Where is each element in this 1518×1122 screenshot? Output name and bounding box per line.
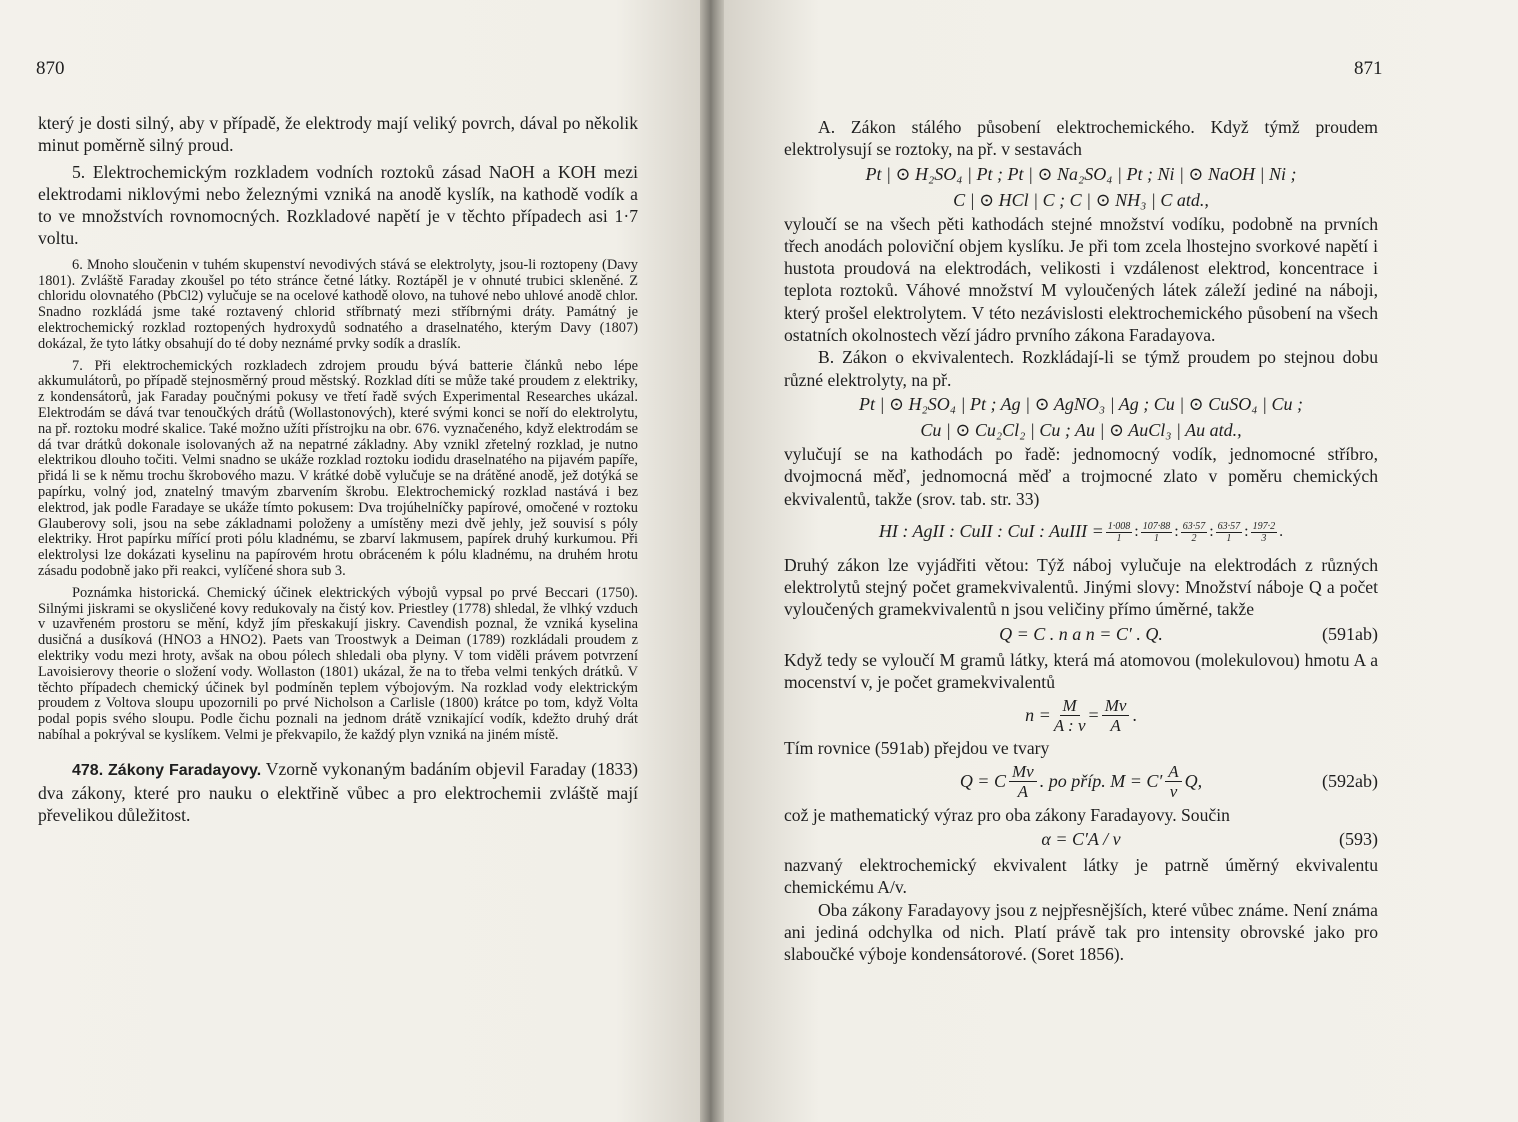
fraction-numerator: 107·88 xyxy=(1142,520,1171,532)
paragraph: Tím rovnice (591ab) přejdou ve tvary xyxy=(784,738,1050,759)
paragraph: vyloučí se na všech pěti kathodách stejné množství vodíku, podobně na prvních třech anodách poloviční objem kyslíku. Je při tom zcela lhostejno svorkové napětí i hustota proudová na elektrodách, velikosti i vzdálenost elektrod, koncentrace i teplota roztoků. Váhové množství M vyloučených látek záleží jediné na náboji, který prošel elektrolytem. V této nezávislosti elektrochemického působení na všech ostatních okolnostech vězí jádro prvního zákona Faradayova. xyxy=(784,213,1378,346)
fraction-denominator: 1 xyxy=(1154,532,1159,544)
paragraph: nazvaný elektrochemický ekvivalent látky je patrně úměrný ekvivalentu chemickému A/v. xyxy=(784,854,1378,898)
fraction: $\frac{Mv}{A}$ xyxy=(1102,696,1130,735)
historical-note: Poznámka historická. Chemický účinek elektrických výbojů vypsal po prvé Beccari (1750). Silnými jiskrami se okysličené kovy redukovaly na čistý kov. Priestley (1778) shledal, že vlhký vzduch v uzavřeném prostoru se mění, když jím přeskakují jiskry. Cavendish poznal, že vzniká kyselina dusičná a dusíková (HNO3 a HNO2). Paets van Troostwyk a Deiman (1789) rozkládali proudem z elektriky vodu mezi hroty, avšak na obou pólech shledali oba plyny. V tom viděli právem potvrzení Lavoisierovy theorie o složení vody. Wollaston (1801) ukázal, že na to třeba velmi tenkých drátků. V těchto případech chemický účinek byl podmíněn teplem výbojovým. Na rozklad vody elektrickým proudem z Voltova sloupu upozornili po prvé Nicholson a Carlisle (1800) krátce po tom, když Volta podal popis svého sloupu. Podle čichu poznali na jednom drátě vznikající vodík, kdežto druhý drát nabíhal a pokrýval se kyslíkem. Velmi je překvapilo, že každý plyn vzniká na jiném místě. xyxy=(38,584,638,743)
paragraph: Když tedy se vyloučí M gramů látky, která má atomovou (molekulovou) hmotu A a mocenství v, je počet gramekvivalentů xyxy=(784,649,1378,693)
book-gutter xyxy=(700,0,724,1122)
fraction-numerator: 63·57 xyxy=(1182,520,1206,532)
section-title: Zákony Faradayovy. xyxy=(108,761,262,779)
paragraph: Vzorně vykonaným badáním objevil Faraday (1833) dva zákony, které pro nauku o elektřině vůbec a pro elektrochemii zvláště mají převelikou důležitost. xyxy=(38,758,638,826)
equation-number: (592ab) xyxy=(1322,771,1378,792)
chemical-scheme: Pt | ⊙ H₂SO₄ | Pt ; Ag | ⊙ AgNO₃ | Ag ; Cu | ⊙ CuSO₄ | Cu ; xyxy=(859,393,1303,414)
paragraph: což je mathematický výraz pro oba zákony Faradayovy. Součin xyxy=(784,804,1230,825)
ratio-fraction xyxy=(1106,521,1133,544)
fraction: $\frac{Mv}{A}$ xyxy=(1009,762,1037,801)
left-page-text xyxy=(38,112,638,827)
fraction: $\frac{M}{A : v}$ xyxy=(1053,695,1086,735)
equation-592: Q = C $\frac{Mv}{A}$ . po příp. M = C′ $\frac{A}{v}$ Q, (592ab) xyxy=(959,762,1378,802)
equation: Q = C . n a n = C′ . Q. xyxy=(999,624,1163,645)
paragraph: 7. Při elektrochemických rozkladech zdrojem proudu bývá batterie článků nebo lépe akkumulátorů, po případě stejnosměrný proud městský. Rozklad díti se může také proudem z elektriky, z kondensátorů, jak Faraday poučnými pokusy ve třetí řadě svých Experimental Researches ukázal. Elektrodám se dává tvar tenoučkých drátů (Wollastonových), které svými konci se noří do elektrolytu, na př. roztoku modré skalice. Také možno užíti přístrojku na obr. 676. vyznačeného, když elektrodám se dá tvar drátků dokonale isolovaných až na nepatrné základny. Aby vznikl zřetelný rozklad, je nutno elektrikou dlouho točiti. Velmi snadno se ukáže rozklad roztoku iodidu draselnatého na pijavém papíře, přidá li se k němu trochu škrobového mazu. V krátké době vylučuje se na drátěné anodě, jež dotýká se papírku, volný jod, znatelný tmavým zbarvením škrobu. Elektrochemický rozklad nastává i bez elektrod, jak podle Faradaye se ukáže tímto pokusem: Dva trojúhelníčky papírové, omočené v roztoku Glauberovy soli, jsou na sebe základnami položeny a umístěny mezi dvě jehly, jež souvisí s póly elektriky. Hrot papírku mířící proti pólu kladnému, se zbarví lakmusem, papírek druhý kurkumou. Při elektrolysi lze dokázati kyselinu na papírovém hrotu obráceném k pólu kladnému, na druhém hrotu zásadu podobně jako při reakci, vylíčené shora sub 3. xyxy=(38,357,638,579)
right-page-text xyxy=(784,116,1378,965)
fraction: $\frac{A}{v}$ xyxy=(1165,762,1181,801)
equation: α = C′A / v xyxy=(1041,829,1121,850)
paragraph: 5. Elektrochemickým rozkladem vodních roztoků zásad NaOH a KOH mezi elektrodami niklovými nebo železnými vzniká na anodě kyslík, na kathodě vodík a to ve množstvích rovnomocných. Rozkladové napětí je v těchto případech asi 1·7 voltu. xyxy=(38,161,638,249)
paragraph: Druhý zákon lze vyjádřiti větou: Týž náboj vylučuje na elektrodách z různých elektrolytů stejný počet gramekvivalentů. Jinými slovy: Množství náboje Q a počet vyloučených gramekvivalentů n jsou veličiny přímo úměrné, takže xyxy=(784,554,1378,620)
fraction-numerator: 1·008 xyxy=(1107,520,1131,532)
paragraph: 6. Mnoho sloučenin v tuhém skupenství nevodivých stává se elektrolyty, jsou-li roztopeny (Davy 1801). Zvláště Faraday zkoušel po této stránce četné látky. Roztápěl je v ohnuté trubici skleněné. Z chloridu olovnatého (PbCl2) vylučuje se na ocelové kathodě olovo, na tuhové nebo uhlové anodě chlor. Snadno rozkládá jsme také roztavený chlorid stříbrnatý mezi stříbrnými dráty. Památný je elektrochemický rozklad roztopených hydroxydů sodnatého a draselnatého, kterým Davy (1807) dokázal, že tyto látky obsahují do té doby neznámé prvky sodík a draslík. xyxy=(38,256,638,352)
equation-593 xyxy=(784,826,1378,854)
paragraph: vylučují se na kathodách po řadě: jednomocný vodík, jednomocné stříbro, dvojmocná měď, jednomocná měď a trojmocné zlato v poměru chemických ekvivalentů, takže (srov. tab. str. 33) xyxy=(784,443,1378,509)
fraction-denominator: 1 xyxy=(1226,532,1232,544)
section-478 xyxy=(38,758,638,827)
paragraph: Oba zákony Faradayovy jsou z nejpřesnějších, které vůbec známe. Není známa ani jediná odchylka od nich. Platí právě tak pro intensity obrovské jako pro slaboučké výboje kondensátorové. (Soret 1856). xyxy=(784,899,1378,965)
chemical-scheme: C | ⊙ HCl | C ; C | ⊙ NH₃ | C atd., xyxy=(953,189,1209,210)
section-number: 478. xyxy=(72,761,104,779)
page-number: 870 xyxy=(36,58,65,79)
equation-number: (593) xyxy=(1339,829,1378,850)
ratio-fraction xyxy=(1141,521,1173,544)
equation-n: n = $\frac{M}{A : v}$ = $\frac{Mv}{A}$ . xyxy=(1025,695,1137,735)
ratio-fraction xyxy=(1181,521,1208,544)
fraction-denominator: 2 xyxy=(1191,532,1197,544)
ratio-fractions: $\frac{1\cdot 008}{1}$ : $\frac{107\cdot 88}{1}$ : $\frac{63\cdot 57}{2}$ : $\frac{63\cdot 57}{1}$ : $\frac{197\cdot 2}{3}$ . xyxy=(1107,520,1284,544)
fraction-denominator: 1 xyxy=(1116,532,1122,544)
fraction-numerator: 197·2 xyxy=(1252,520,1276,532)
paragraph: A. Zákon stálého působení elektrochemického. Když týmž proudem elektrolysují se roztoky, na př. v sestavách xyxy=(784,117,1378,160)
right-page xyxy=(724,0,1518,1122)
fraction-numerator: 63·57 xyxy=(1217,520,1241,532)
equivalent-ratio-equation xyxy=(784,510,1378,554)
ratio-fraction xyxy=(1216,521,1243,544)
equation-lhs: HI : AgII : CuII : CuI : AuIII = xyxy=(878,521,1104,542)
chemical-scheme: Cu | ⊙ Cu₂Cl₂ | Cu ; Au | ⊙ AuCl₃ | Au atd., xyxy=(920,419,1242,440)
ratio-fraction xyxy=(1251,521,1278,544)
left-page xyxy=(0,0,700,1122)
paragraph: B. Zákon o ekvivalentech. Rozkládají-li se týmž proudem po stejnou dobu různé elektrolyty, na př. xyxy=(784,347,1378,390)
paragraph: který je dosti silný, aby v případě, že elektrody mají veliký povrch, dával po několik minut poměrně silný proud. xyxy=(38,113,638,156)
chemical-scheme: Pt | ⊙ H₂SO₄ | Pt ; Pt | ⊙ Na₂SO₄ | Pt ; Ni | ⊙ NaOH | Ni ; xyxy=(865,163,1297,184)
equation-number: (591ab) xyxy=(1322,624,1378,645)
equation-591 xyxy=(784,621,1378,649)
equation-lhs: n = xyxy=(1025,704,1051,725)
page-number: 871 xyxy=(1354,58,1383,79)
fraction-denominator: 3 xyxy=(1261,532,1267,544)
